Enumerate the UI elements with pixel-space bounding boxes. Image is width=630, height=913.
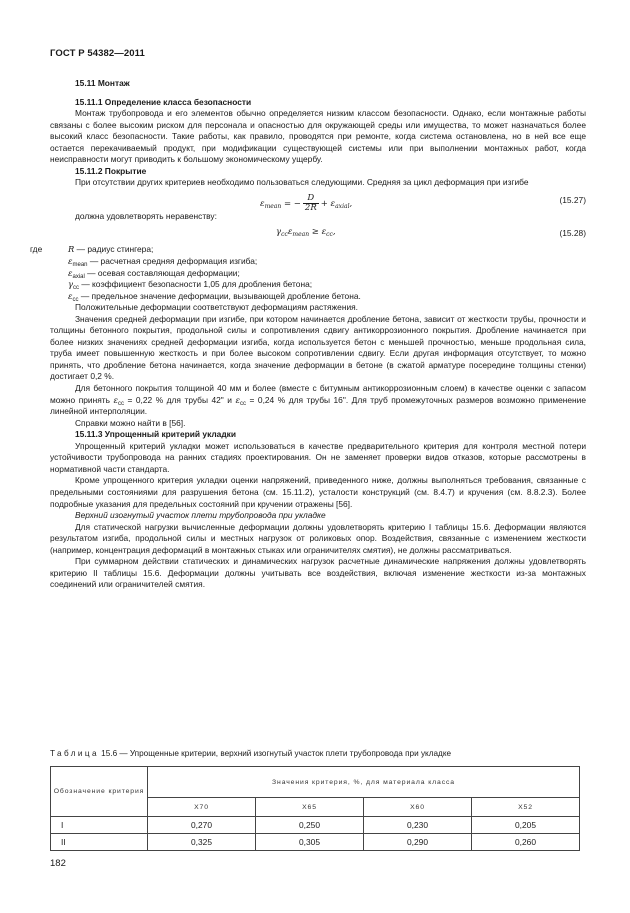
paragraph-references: Справки можно найти в [56]. [75, 417, 186, 428]
table-row [51, 834, 580, 851]
subheading-overbend: Верхний изогнутый участок плети трубопровода при укладке [75, 510, 326, 521]
definition-item: R — радиус стингера; [68, 244, 154, 255]
paragraph-laying-criterion: Упрощенный критерий укладки может использоваться в качестве предварительного критерия для контроля местной потери устойчивости трубопровода на ранних стадиях проектирования. Он не заменяет проверки видов отказов, которые рассмотрены в нормативной части стандарта. [50, 440, 586, 474]
definitions-list [30, 244, 586, 303]
section-heading-15-11: 15.11 Монтаж [75, 78, 130, 88]
table-cell: 0,305 [256, 834, 364, 851]
paragraph-coating-intro: При отсутствии других критериев необходимо пользоваться следующими. Средняя за цикл деформация при изгибе [75, 177, 529, 188]
table-header-grade: X60 [364, 798, 472, 817]
section-heading-15-11-1: 15.11.1 Определение класса безопасности [75, 96, 252, 107]
equation-15-27-body: $\varepsilon_{mean}$ = − $\frac{D}{2R}$ + $\varepsilon_{axial}$, [260, 192, 353, 213]
table-caption: Таблица 15.6 — Упрощенные критерии, верхний изогнутый участок плети трубопровода при укладке [50, 749, 452, 758]
table-row [51, 817, 580, 834]
paragraph-dynamic-load: При суммарном действии статических и динамических нагрузок расчетные динамические напряжения должны удовлетворять критерию II таблицы 15.6. Деформации должны учитывать все воздействия, включая изменение жесткости из-за монтажных соединений или ограничителей смятия. [50, 556, 586, 590]
table-cell: 0,250 [256, 817, 364, 834]
table-header-grade: X52 [472, 798, 580, 817]
definition-item: $\varepsilon_{axial}$ — осевая составляющая деформации; [68, 267, 240, 280]
equation-number: (15.27) [559, 194, 586, 205]
table-cell: 0,230 [364, 817, 472, 834]
equation-15-28-body: $\gamma_{cc}\varepsilon_{mean} \ge \varepsilon_{cc}$, [276, 227, 336, 239]
paragraph-inequality-intro: должна удовлетворять неравенству: [75, 210, 217, 221]
paragraph-safety-class: Монтаж трубопровода и его элементов обычно определяется низким классом безопасности. Однако, если монтажные работы связаны с более высоким риском для персонала и опасностью для окружающей среды или имущества, то может назначаться более высокий класс безопасности. Такие работы, как правило, проводятся при ремонте, когда система остановлена, но в ней все еще остается перекачиваемый продукт, при модификации существующей системы или при выполнении монтажных работ, когда неисправности могут приводить к большому экономическому ущербу. [50, 108, 586, 165]
criteria-table [50, 766, 580, 851]
table-cell: 0,260 [472, 834, 580, 851]
paragraph-concrete-crushing: Значения средней деформации при изгибе, при котором начинается дробление бетона, зависит от жесткости трубы, прочности и толщины бетонного покрытия, продольной силы и сопротивления сдвигу антикоррозионного покрытия. Дробление начинается при более низких значениях средней деформации изгиба, когда используется бетон с меньшей прочностью, меньше продольная сила, труба имеет повышенную жесткость и при более высоком сопротивлении сдвигу. Если другая информация отсутствует, то можно принять, что дробление бетона начинается, когда значение деформации в бетоне (в сжатой арматуре посередине толщины стенки) достигает 0,2 %. [50, 313, 586, 382]
equation-number: (15.28) [559, 228, 586, 239]
table-header-row [51, 767, 580, 798]
table-header-grade: X65 [256, 798, 364, 817]
page-number: 182 [50, 858, 66, 869]
paragraph-static-load: Для статической нагрузки вычисленные деформации должны удовлетворять критерию I таблицы 15.6. Деформации являются результатом изгиба, продольной силы и местных нагрузок от роликовых опор. Воздействия, связанные с изменением жесткости (например, концентрация деформаций в монтажных стыках или ограничителях смятия), не должны рассматриваться. [50, 521, 586, 555]
definition-item: $\varepsilon_{mean}$ — расчетная средняя деформация изгиба; [68, 256, 258, 269]
equation-15-28 [50, 222, 586, 244]
equation-15-27 [50, 189, 586, 211]
section-heading-15-11-2: 15.11.2 Покрытие [75, 165, 147, 176]
table-header-group: Значения критерия, %, для материала класса [148, 767, 580, 798]
table-header-criterion: Обозначение критерия [51, 767, 148, 817]
definition-item: $\varepsilon_{cc}$ — предельное значение деформации, вызывающей дробление бетона. [68, 290, 361, 303]
main-content [30, 78, 586, 591]
standard-header: ГОСТ Р 54382—2011 [50, 48, 145, 59]
definition-item: $\gamma_{cc}$ — коэффициент безопасности 1,05 для дробления бетона; [68, 279, 313, 292]
table-cell: 0,325 [148, 834, 256, 851]
where-label: где [30, 244, 43, 255]
fraction: $\frac{D}{2R}$ [304, 192, 317, 213]
section-heading-15-11-3: 15.11.3 Упрощенный критерий укладки [75, 429, 236, 440]
paragraph-additional-requirements: Кроме упрощенного критерия укладки оценки напряжений, приведенного ниже, должны выполняться требования, связанные с предельными состояниями для разрушения бетона (см. 15.11.2), усталости конструкций (см. 8.4.7) и кручения (см. 8.8.2.3). Более подробные указания для предельных состояний при кручении отражены [56]. [50, 475, 586, 509]
paragraph-positive-deformations: Положительные деформации соответствуют деформациям растяжения. [75, 302, 358, 313]
table-header-grade: X70 [148, 798, 256, 817]
table-cell-criterion: II [51, 834, 148, 851]
table-cell: 0,270 [148, 817, 256, 834]
table-cell-criterion: I [51, 817, 148, 834]
paragraph-coating-thickness: Для бетонного покрытия толщиной 40 мм и более (вместе с битумным антикоррозионным слоем) в качестве оценки с запасом можно принять $\varepsilon_{cc} = 0,22$ % для трубы 42" и $\varepsilon_{cc} = 0,24$ % для трубы 16". Для труб промежуточных размеров возможно применение линейной интерполяции. [50, 383, 586, 417]
table-cell: 0,290 [364, 834, 472, 851]
table-cell: 0,205 [472, 817, 580, 834]
